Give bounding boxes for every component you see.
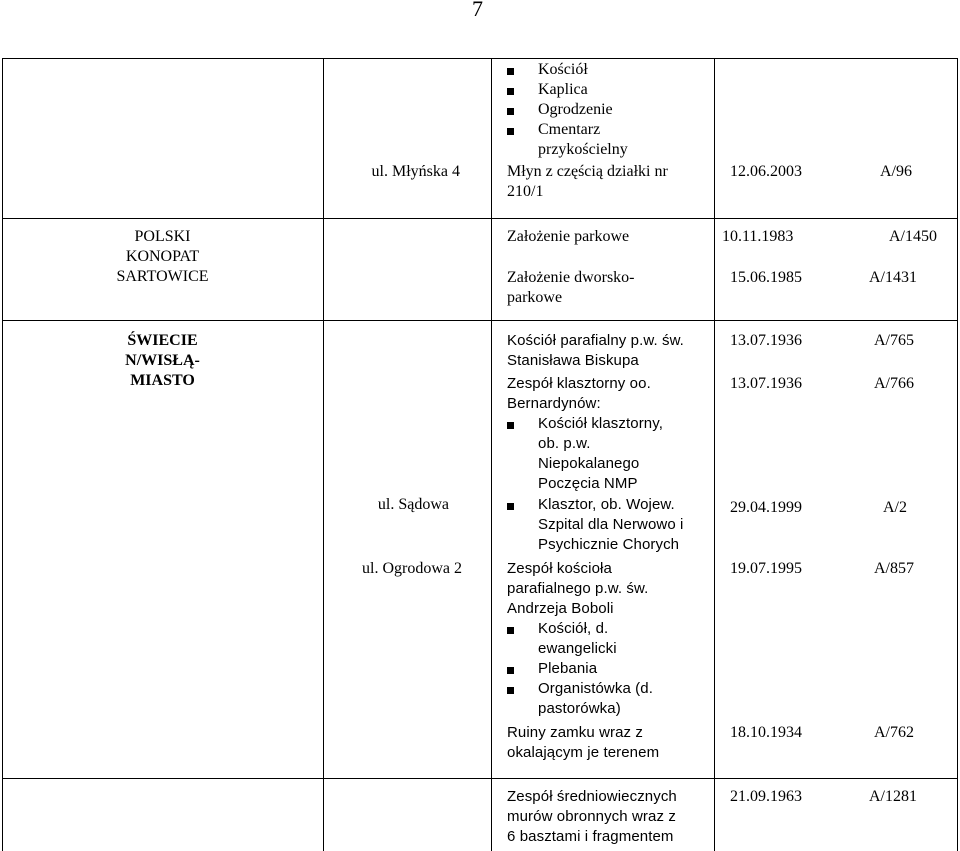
- object-name: Młyn z częścią działki nr: [507, 163, 668, 180]
- register-number: A/766: [874, 375, 914, 392]
- entry-date: 13.07.1936: [730, 375, 802, 392]
- object-item: ewangelicki: [538, 640, 617, 657]
- entry-date: 29.04.1999: [730, 499, 802, 516]
- page-number: 7: [472, 0, 483, 21]
- object-name: parkowe: [507, 289, 563, 306]
- bullet-icon: [507, 503, 514, 510]
- place-name: ŚWIECIE: [127, 332, 198, 349]
- entry-date: 10.11.1983: [722, 228, 794, 245]
- right-border: [957, 58, 958, 851]
- bullet-icon: [507, 108, 514, 115]
- object-item: Plebania: [538, 660, 598, 677]
- entry-date: 12.06.2003: [730, 163, 802, 180]
- bullet-icon: [507, 88, 514, 95]
- entry-date: 19.07.1995: [730, 560, 802, 577]
- object-item: Szpital dla Nerwowo i: [538, 516, 684, 533]
- object-name: Zespół kościoła: [507, 560, 612, 577]
- table-top-border: [2, 58, 958, 59]
- place-name: SARTOWICE: [116, 268, 209, 285]
- object-item: Kościół klasztorny,: [538, 415, 663, 432]
- register-number: A/2: [883, 499, 907, 516]
- object-item: Kościół, d.: [538, 620, 609, 637]
- object-name: Andrzeja Boboli: [507, 600, 614, 617]
- entry-date: 21.09.1963: [730, 788, 802, 805]
- left-border: [2, 58, 3, 851]
- column-divider: [491, 58, 492, 851]
- place-name: KONOPAT: [125, 248, 200, 265]
- object-item: Organistówka (d.: [538, 680, 653, 697]
- object-item: Poczęcia NMP: [538, 475, 638, 492]
- bullet-icon: [507, 667, 514, 674]
- object-item: Kościół: [538, 61, 588, 78]
- bullet-icon: [507, 68, 514, 75]
- object-name: okalającym je terenem: [507, 744, 660, 761]
- register-number: A/96: [880, 163, 912, 180]
- object-item: ob. p.w.: [538, 435, 591, 452]
- object-name: Zespół klasztorny oo.: [507, 375, 651, 392]
- row-divider: [2, 778, 958, 779]
- object-name: Kościół parafialny p.w. św.: [507, 332, 684, 349]
- entry-date: 15.06.1985: [730, 269, 802, 286]
- street-address: ul. Sądowa: [377, 496, 449, 513]
- object-name: 6 basztami i fragmentem: [507, 828, 674, 845]
- row-divider: [2, 218, 958, 219]
- register-number: A/765: [874, 332, 914, 349]
- object-item: przykościelny: [538, 141, 628, 158]
- object-name: Ruiny zamku wraz z: [507, 724, 644, 741]
- object-item: Cmentarz: [538, 121, 601, 138]
- street-address: ul. Młyńska 4: [371, 163, 460, 180]
- street-address: ul. Ogrodowa 2: [362, 560, 462, 577]
- register-number: A/857: [874, 560, 914, 577]
- object-item: Klasztor, ob. Wojew.: [538, 496, 675, 513]
- object-item: pastorówka): [538, 700, 621, 717]
- place-name: POLSKI: [134, 228, 191, 245]
- bullet-icon: [507, 422, 514, 429]
- register-number: A/1431: [869, 269, 917, 286]
- object-name: Założenie parkowe: [507, 228, 630, 245]
- object-item: Ogrodzenie: [538, 101, 613, 118]
- place-name: MIASTO: [130, 372, 195, 389]
- object-item: Niepokalanego: [538, 455, 640, 472]
- object-name: Stanisława Biskupa: [507, 352, 639, 369]
- place-name: N/WISŁĄ-: [125, 352, 200, 369]
- object-name: murów obronnych wraz z: [507, 808, 676, 825]
- entry-date: 13.07.1936: [730, 332, 802, 349]
- row-divider: [2, 320, 958, 321]
- bullet-icon: [507, 687, 514, 694]
- object-item: Kaplica: [538, 81, 588, 98]
- register-number: A/1281: [869, 788, 917, 805]
- object-item: Psychicznie Chorych: [538, 536, 680, 553]
- register-number: A/762: [874, 724, 914, 741]
- object-name: Założenie dworsko-: [507, 269, 635, 286]
- object-name: Bernardynów:: [507, 395, 601, 412]
- bullet-icon: [507, 128, 514, 135]
- bullet-icon: [507, 627, 514, 634]
- column-divider: [714, 58, 715, 851]
- entry-date: 18.10.1934: [730, 724, 802, 741]
- object-name: 210/1: [507, 183, 544, 200]
- object-name: parafialnego p.w. św.: [507, 580, 649, 597]
- register-number: A/1450: [889, 228, 937, 245]
- object-name: Zespół średniowiecznych: [507, 788, 677, 805]
